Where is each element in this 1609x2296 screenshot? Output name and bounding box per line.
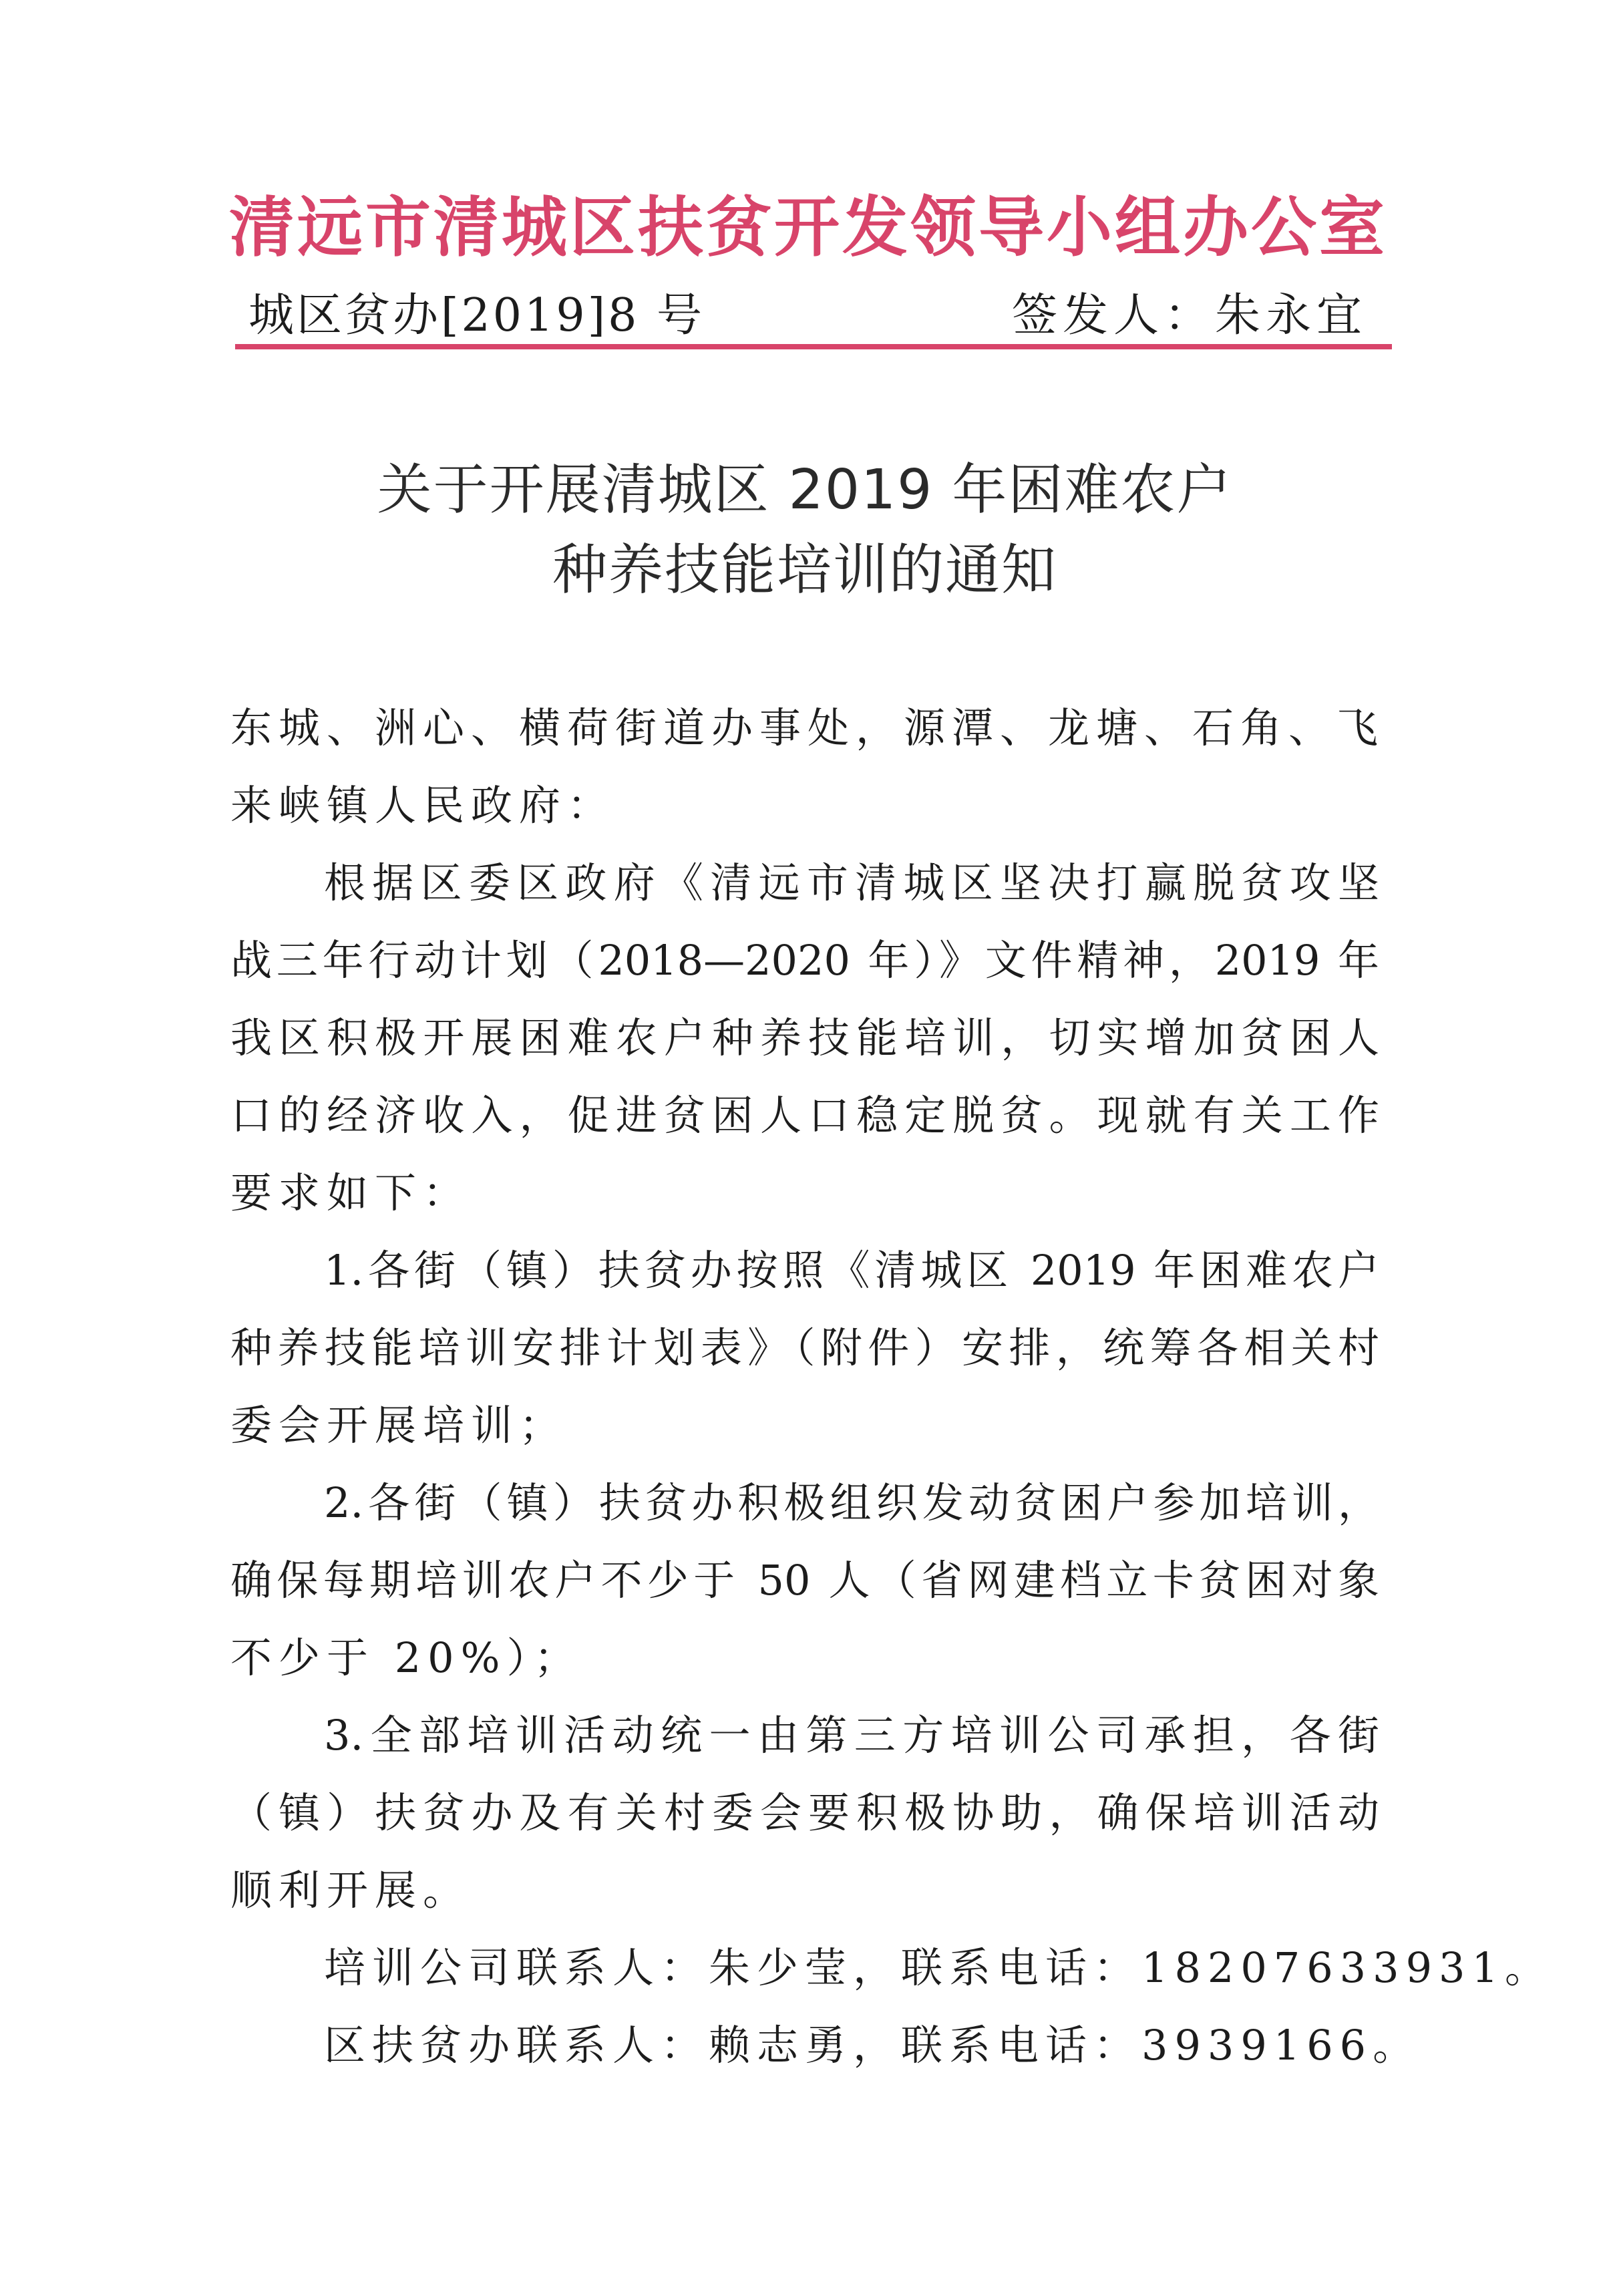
red-header-rule (235, 344, 1392, 349)
list-item-2-line: 2.各街（镇）扶贫办积极组织发动贫困户参加培训， (324, 1478, 1379, 1527)
list-item-2-line: 不少于 20%）； (230, 1633, 582, 1682)
paragraph-line: 战三年行动计划（2018—2020 年）》文件精神，2019 年 (230, 936, 1379, 985)
list-item-3-line: 3.全部培训活动统一由第三方培训公司承担，各街 (324, 1711, 1379, 1760)
signer: 签发人：朱永宜 (1011, 289, 1367, 342)
addressee-line-2: 来峡镇人民政府： (230, 781, 616, 830)
paragraph-line: 我区积极开展困难农户种养技能培训，切实增加贫困人 (230, 1013, 1379, 1062)
paragraph-line: 根据区委区政府《清远市清城区坚决打赢脱贫攻坚 (324, 858, 1379, 907)
document-number: 城区贫办[2019]8 号 (248, 289, 705, 342)
list-item-1-line: 委会开展培训； (230, 1401, 568, 1450)
title-line-2: 种养技能培训的通知 (552, 538, 1057, 602)
issuing-office-header: 清远市清城区扶贫开发领导小组办公室 (228, 190, 1387, 266)
contact-district-office: 区扶贫办联系人：赖志勇，联系电话：3939166。 (324, 2021, 1421, 2070)
title-line-1: 关于开展清城区 2019 年困难农户 (377, 458, 1233, 522)
paragraph-line: 口的经济收入，促进贫困人口稳定脱贫。现就有关工作 (230, 1091, 1379, 1140)
paragraph-line: 要求如下： (230, 1168, 472, 1217)
list-item-3-line: （镇）扶贫办及有关村委会要积极协助，确保培训活动 (230, 1788, 1379, 1837)
list-item-3-line: 顺利开展。 (230, 1866, 472, 1915)
contact-training-company: 培训公司联系人：朱少莹，联系电话：18207633931。 (324, 1943, 1553, 1992)
list-item-1-line: 种养技能培训安排计划表》（附件）安排，统筹各相关村 (230, 1323, 1379, 1372)
list-item-2-line: 确保每期培训农户不少于 50 人（省网建档立卡贫困对象 (230, 1556, 1379, 1605)
list-item-1-line: 1.各街（镇）扶贫办按照《清城区 2019 年困难农户 (324, 1246, 1379, 1295)
addressee-line-1: 东城、洲心、横荷街道办事处，源潭、龙塘、石角、飞 (230, 703, 1385, 752)
